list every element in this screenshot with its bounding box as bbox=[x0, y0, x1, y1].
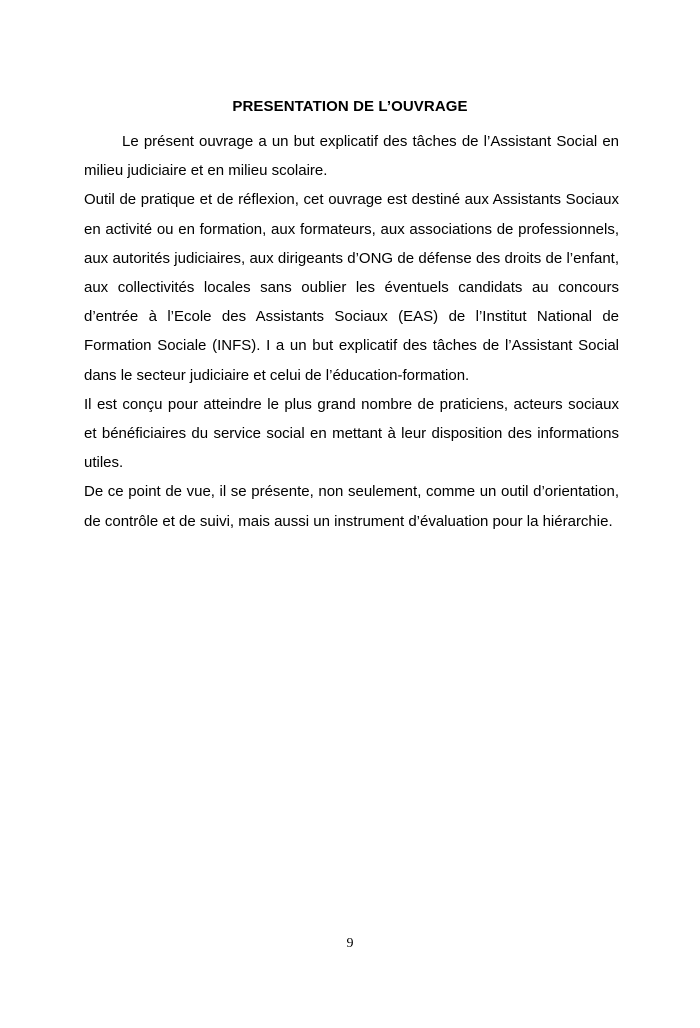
paragraph-purpose: Il est conçu pour atteindre le plus grand nombre de praticiens, acteurs sociaux et bénéficiaires du service social en mettant à leur disposition des informations utiles. bbox=[84, 395, 619, 472]
page-title: PRESENTATION DE L’OUVRAGE bbox=[232, 98, 468, 115]
paragraph-audience: Outil de pratique et de réflexion, cet ouvrage est destiné aux Assistants Sociaux en activité ou en formation, aux formateurs, aux associations de professionnels, aux autorités judiciaires, aux dirigeants d’ONG de défense des droits de l’enfant, aux collectivités locales sans oublier les éventuels candidats au concours d’entrée à l’Ecole des Assistants Sociaux (EAS) de l’Institut National de Formation Sociale (INFS). I a un but explicatif des tâches de l’Assistant Social dans le secteur judiciaire et celui de l’éducation-formation. bbox=[84, 191, 619, 384]
paragraph-evaluation: De ce point de vue, il se présente, non seulement, comme un outil d’orientation, de contrôle et de suivi, mais aussi un instrument d’évaluation pour la hiérarchie. bbox=[84, 483, 619, 530]
paragraph-intro: Le présent ouvrage a un but explicatif des tâches de l’Assistant Social en milieu judiciaire et en milieu scolaire. bbox=[84, 133, 619, 180]
body-text bbox=[84, 127, 619, 536]
page-number: 9 bbox=[346, 936, 354, 951]
